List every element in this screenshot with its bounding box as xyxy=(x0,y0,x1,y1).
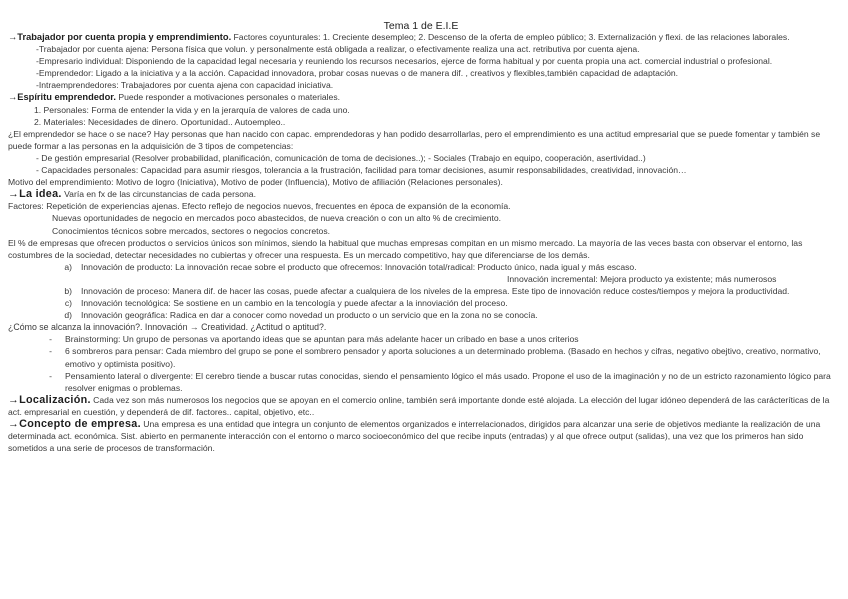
paragraph: El % de empresas que ofrecen productos o servicios únicos son mínimos, siendo la habitual que muchas empresas compitan en un mismo mercado. La mayoría de las veces basta con observar el entorno, las costumbres de la sociedad, detectar necesidades no cubiertas y ofrecer una respuesta. Es un mercado competitivo, hay que diferenciarse de los demás. xyxy=(8,237,803,260)
list-text: Innovación geográfica: Radica en dar a conocer como novedad un producto o un servicio que en la zona no se conocía. xyxy=(81,310,538,321)
page-title: Tema 1 de E.I.E xyxy=(383,20,459,32)
list-marker: - xyxy=(49,370,52,381)
list-item: 1. Personales: Forma de entender la vida y en la jerarquía de valores de cada uno. xyxy=(34,104,350,115)
section-concepto-empresa xyxy=(8,418,834,454)
section-idea xyxy=(8,188,834,200)
list-marker: b) xyxy=(64,285,72,296)
list-item xyxy=(8,261,834,273)
list-item xyxy=(8,285,834,297)
list-item: -Trabajador por cuenta ajena: Persona física que volun. y personalmente está obligada a realizar, o efectivamente realiza una act. retributiva por cuenta ajena. xyxy=(36,44,640,55)
list-item xyxy=(8,297,834,309)
section-heading: →La idea. xyxy=(8,188,62,201)
list-marker xyxy=(8,273,81,285)
list-item xyxy=(8,309,834,321)
creativity-methods-list xyxy=(8,333,834,393)
list-marker: - xyxy=(49,334,52,345)
section-heading: →Trabajador por cuenta propia y emprendimiento. xyxy=(8,32,232,42)
section-heading: →Espíritu emprendedor. xyxy=(8,92,116,103)
section-espiritu xyxy=(8,91,834,103)
innovation-list xyxy=(8,261,834,321)
section-localizacion xyxy=(8,394,834,418)
list-item xyxy=(8,345,834,369)
factores-line: Conocimientos técnicos sobre mercados, sectores o negocios concretos. xyxy=(52,225,331,236)
list-text: Innovación de producto: La innovación recae sobre el producto que ofrecemos: Innovación total/radical: Producto único, nada igual y más escaso. xyxy=(81,261,637,272)
list-marker: d) xyxy=(64,310,72,321)
section-heading: →Localización. xyxy=(8,393,91,406)
list-item: -Empresario individual: Disponiendo de la capacidad legal necesaria y reuniendo los recursos necesarios, ejerce de forma habitual y por cuenta propia una act. comercial industrial o profesional. xyxy=(36,56,773,67)
list-text: Innovación tecnológica: Se sostiene en un cambio en la tencología y puede afectar a la innoviación del proceso. xyxy=(81,298,508,309)
section-text: Cada vez son más numerosos los negocios que se apoyan en el comercio online, también será importante donde esté alojada. La elección del lugar idóneo dependerá de las carácteríticas de la act. empresarial en cuestión, y dependerá de dif. factores.. capital, objetivo, etc.. xyxy=(8,394,830,417)
list-text: Pensamiento lateral o divergente: El cerebro tiende a buscar rutas conocidas, siendo el pensamiento lógico el más usado. Propone el uso de la imaginación y no de un estricto razonamiento lógico para resolver enigmas o problemas. xyxy=(65,370,831,393)
factores-line: Nuevas oportunidades de negocio en mercados poco abastecidos, de nueva creación o con un alto % de crecimiento. xyxy=(52,213,502,224)
list-item: - Capacidades personales: Capacidad para asumir riesgos, tolerancia a la frustración, facilidad para tomar decisiones, asumir responsabilidades, creatividad, innovación… xyxy=(36,165,687,176)
list-text: 6 sombreros para pensar: Cada miembro del grupo se pone el sombrero pensador y aporta soluciones a un determinado problema. (Basado en hechos y cifras, negativo obejtivo, creativo, normativo, emotivo y optimista positivo). xyxy=(65,346,821,369)
section-intro: Varía en fx de las circunstancias de cada persona. xyxy=(61,189,256,200)
section-heading: →Concepto de empresa. xyxy=(8,418,141,430)
list-item xyxy=(8,370,834,394)
list-marker: c) xyxy=(64,298,72,309)
factores-line: Factores: Repetición de experiencias ajenas. Efecto reflejo de negocios nuevos, frecuentes en época de expansión de la economía. xyxy=(8,201,511,212)
list-item xyxy=(8,273,834,285)
section-intro: Puede responder a motivaciones personales o materiales. xyxy=(115,92,341,103)
list-marker: - xyxy=(49,346,52,357)
list-marker: a) xyxy=(64,261,72,272)
list-item: - De gestión empresarial (Resolver probabilidad, planificación, comunicación de toma de decisiones..); - Sociales (Trabajo en equipo, cooperación, asertividad..) xyxy=(36,152,646,163)
section-intro: Factores coyunturales: 1. Creciente desempleo; 2. Descenso de la oferta de empleo público; 3. Externalización y flexi. de las relaciones laborales. xyxy=(231,32,790,42)
list-text: Innovación de proceso: Manera dif. de hacer las cosas, puede afectar a cualquiera de los niveles de la empresa. Este tipo de innovación reduce costes/tiempos y mejora la productividad. xyxy=(81,285,790,296)
question-line: ¿Cómo se alcanza la innovación?. Innovación → Creatividad. ¿Actitud o aptitud?. xyxy=(8,322,327,333)
list-text: Brainstorming: Un grupo de personas va aportando ideas que se apuntan para más adelante hacer un cribado en base a unos criterios xyxy=(65,334,579,345)
paragraph: Motivo del emprendimiento: Motivo de logro (Iniciativa), Motivo de poder (Influencia), Motivo de afiliación (Relaciones personales). xyxy=(8,177,503,188)
list-text: Innovación incremental: Mejora producto ya existente; más numerosos xyxy=(507,273,777,284)
list-item: -Emprendedor: Ligado a la iniciativa y a la acción. Capacidad innovadora, probar cosas nuevas o de manera dif. , creativos y flexibles,también capacidad de adaptación. xyxy=(36,68,679,79)
section-trabajador xyxy=(8,31,834,43)
list-item: -Intraemprendedores: Trabajadores por cuenta ajena con capacidad iniciativa. xyxy=(36,80,334,91)
section-text: Una empresa es una entidad que integra un conjunto de elementos organizados e interrelacionados, dirigidos para alcanzar una serie de objetivos mediante la realización de una determinada act. económica. Sist. abierto en permanente interacción con el entorno o marco socioeconómico del que recibe inputs (entradas) y al que ofrece output (salidas), una vez que los primeros han sido sometidos a una serie de procesos de transformación. xyxy=(8,419,821,454)
list-item xyxy=(8,333,834,345)
list-item: 2. Materiales: Necesidades de dinero. Oportunidad.. Autoempleo.. xyxy=(34,116,286,127)
paragraph: ¿El emprendedor se hace o se nace? Hay personas que han nacido con capac. emprendedoras y han podido desarrollarlas, pero el emprendimiento es una actitud empresarial que se puede fomentar y también se puede formar a las personas en la adquisición de 3 tipos de competencias: xyxy=(8,128,821,151)
